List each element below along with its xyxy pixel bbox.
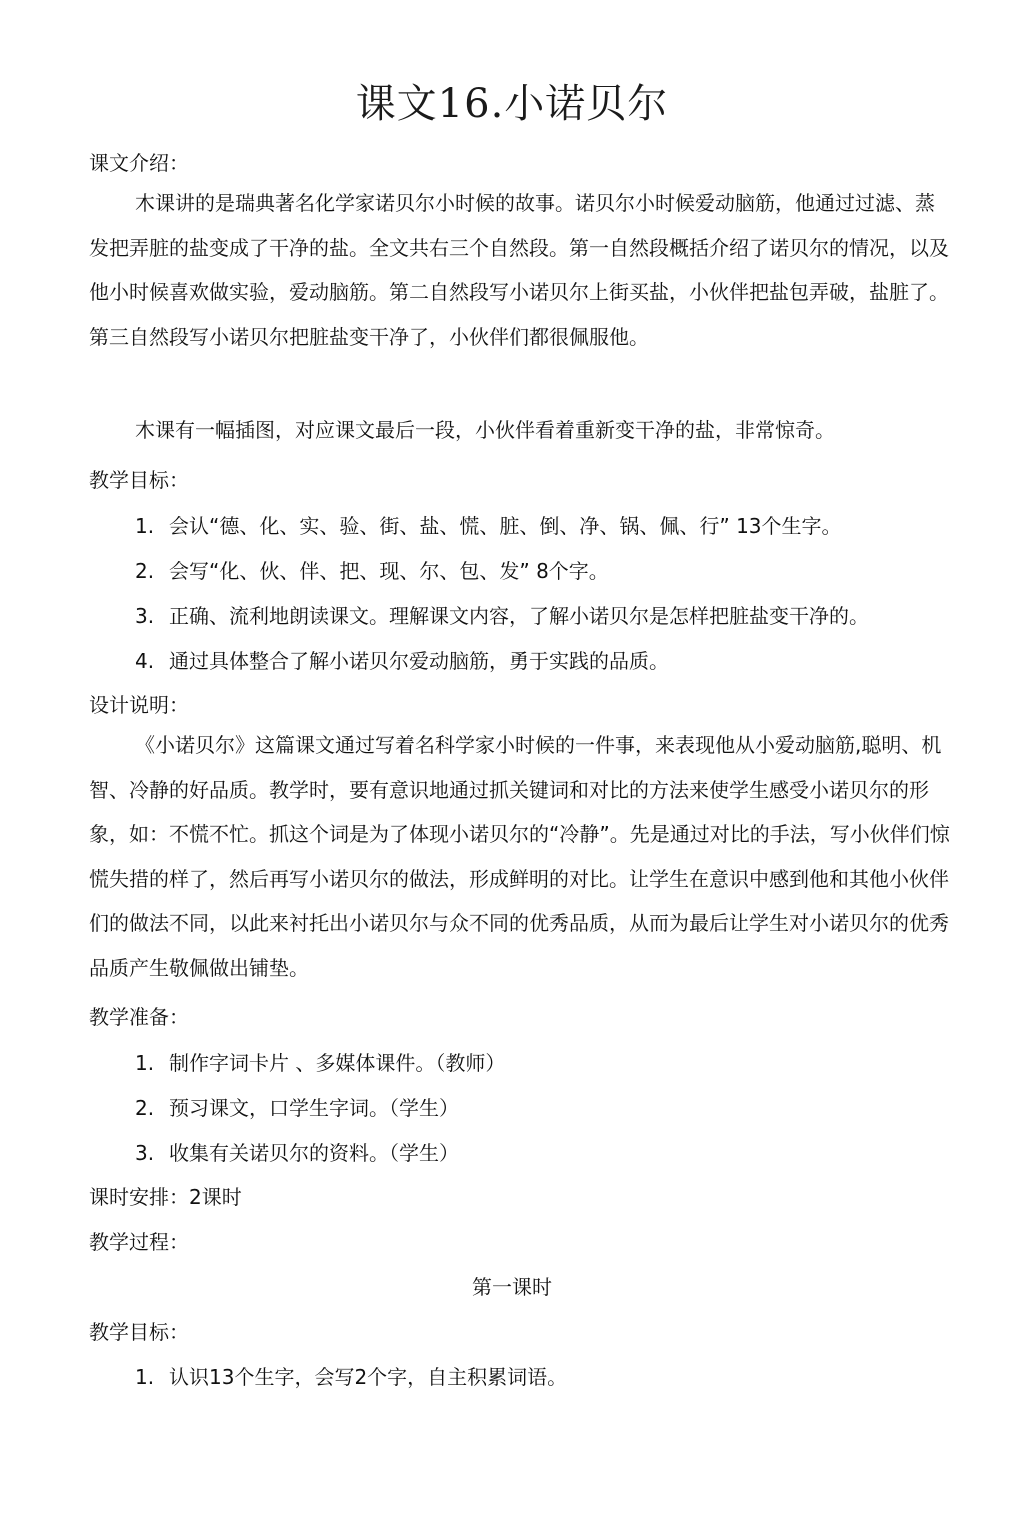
goal-item-number: 1. <box>135 514 155 538</box>
schedule-line: 课时安排：2课时 <box>89 1185 242 1209</box>
document-title: 课文16.小诺贝尔 <box>355 81 669 127</box>
lesson-1-goals-heading: 教学目标： <box>89 1320 189 1344</box>
goal-item-text: 会认“德、化、实、验、街、盐、慌、脏、倒、净、锅、佩、行” 13个生字。 <box>169 514 842 538</box>
goal-item-number: 3. <box>135 604 155 628</box>
process-heading: 教学过程： <box>89 1230 189 1254</box>
goal-item-number: 4. <box>135 649 155 673</box>
prep-item-number: 3. <box>135 1141 155 1165</box>
intro-heading: 课文介绍： <box>89 151 189 175</box>
goal-item-4 <box>135 645 669 674</box>
prep-item-3 <box>135 1137 459 1166</box>
goal-item-2 <box>135 555 609 584</box>
prep-item-number: 1. <box>135 1051 155 1075</box>
intro-paragraph-1-text: 木课讲的是瑞典著名化学家诺贝尔小时候的故事。诺贝尔小时候爱动脑筋，他通过过滤、蒸发把弄脏的盐变成了干净的盐。全文共右三个自然段。第一自然段概括介绍了诺贝尔的情况，以及他小时候喜欢做实验，爱动脑筋。第二自然段写小诺贝尔上街买盐，小伙伴把盐包弄破，盐脏了。第三自然段写小诺贝尔把脏盐变干净了，小伙伴们都很佩服他。 <box>89 191 949 349</box>
prep-item-2 <box>135 1092 459 1121</box>
lesson-goal-item-text: 认识13个生字，会写2个字，自主积累词语。 <box>169 1365 568 1389</box>
design-paragraph <box>89 723 951 990</box>
prep-item-1 <box>135 1047 505 1076</box>
lesson-1-title: 第一课时 <box>472 1275 552 1299</box>
goal-item-1 <box>135 510 842 539</box>
design-paragraph-text: 《小诺贝尔》这篇课文通过写着名科学家小时候的一件事，来表现他从小爱动脑筋,聪明、机智、冷静的好品质。教学时，要有意识地通过抓关键词和对比的方法来使学生感受小诺贝尔的形象，如：不慌不忙。抓这个词是为了体现小诺贝尔的“冷静”。先是通过对比的手法，写小伙伴们惊慌失措的样了，然后再写小诺贝尔的做法，形成鲜明的对比。让学生在意识中感到他和其他小伙伴们的做法不同，以此来衬托出小诺贝尔与众不同的优秀品质，从而为最后让学生对小诺贝尔的优秀品质产生敬佩做出铺垫。 <box>89 733 950 980</box>
intro-paragraph-2 <box>89 408 951 453</box>
prep-item-text: 收集有关诺贝尔的资料。（学生） <box>169 1141 459 1165</box>
prep-heading: 教学准备： <box>89 1005 189 1029</box>
prep-item-text: 制作字词卡片 、多媒体课件。（教师） <box>169 1051 506 1075</box>
goal-item-text: 会写“化、伙、伴、把、现、尔、包、发” 8个字。 <box>169 559 609 583</box>
prep-item-number: 2. <box>135 1096 155 1120</box>
intro-paragraph-1 <box>89 181 951 359</box>
goals-heading: 教学目标： <box>89 468 189 492</box>
prep-item-text: 预习课文，口学生字词。（学生） <box>169 1096 459 1120</box>
goal-item-3 <box>135 600 869 629</box>
intro-paragraph-2-text: 木课有一幅插图，对应课文最后一段，小伙伴看着重新变干净的盐，非常惊奇。 <box>135 418 835 442</box>
lesson-1-goal-item-1 <box>135 1361 567 1390</box>
goal-item-text: 正确、流利地朗读课文。理解课文内容，了解小诺贝尔是怎样把脏盐变干净的。 <box>169 604 869 628</box>
design-heading: 设计说明： <box>89 693 189 717</box>
lesson-goal-item-number: 1. <box>135 1365 155 1389</box>
goal-item-number: 2. <box>135 559 155 583</box>
goal-item-text: 通过具体整合了解小诺贝尔爱动脑筋，勇于实践的品质。 <box>169 649 669 673</box>
